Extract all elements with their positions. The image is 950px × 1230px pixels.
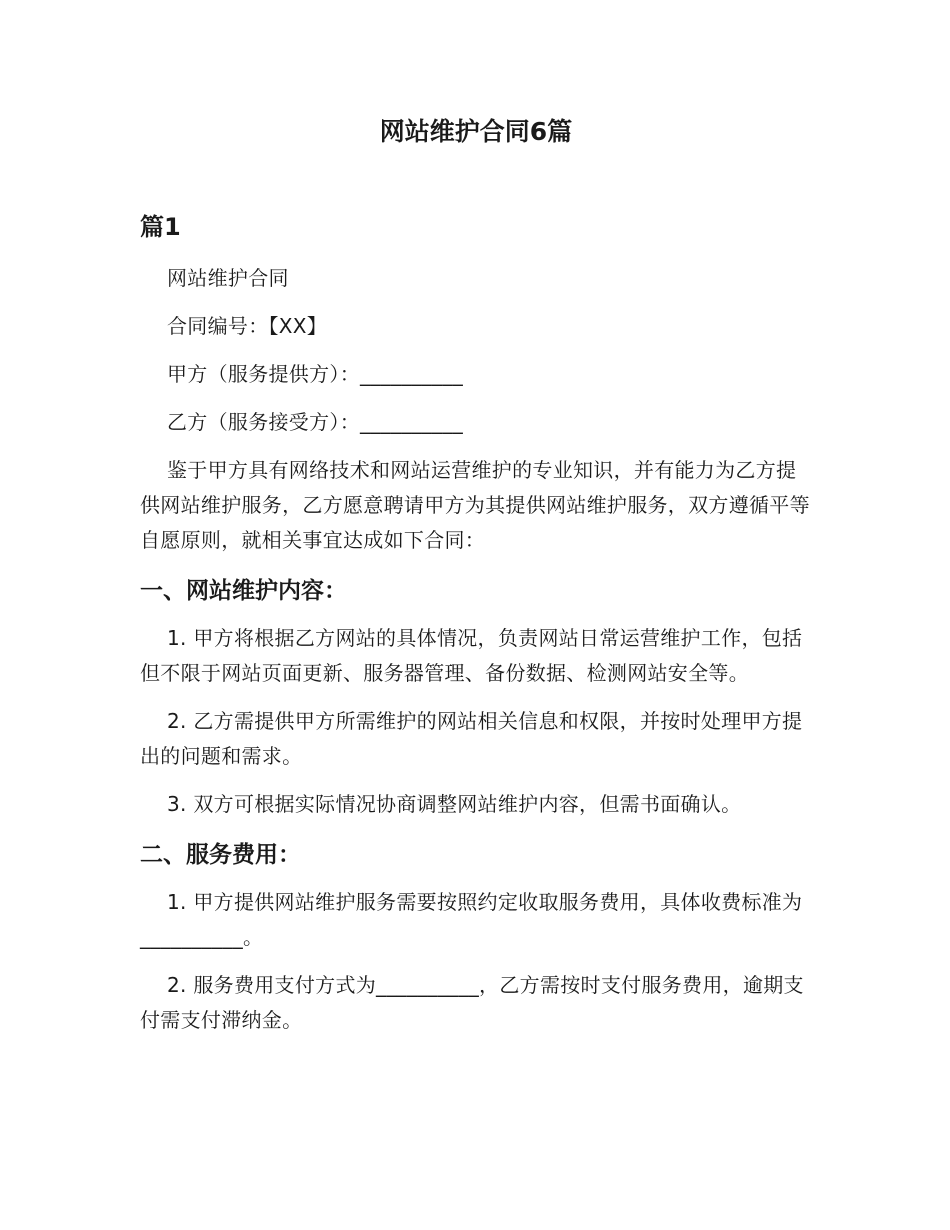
fee-clause-2: 2. 服务费用支付方式为__________，乙方需按时支付服务费用，逾期支付需支付滞纳金。 bbox=[140, 973, 804, 1032]
maintenance-clause-3: 3. 双方可根据实际情况协商调整网站维护内容，但需书面确认。 bbox=[167, 792, 742, 816]
preamble-paragraph: 鉴于甲方具有网络技术和网站运营维护的专业知识，并有能力为乙方提供网站维护服务，乙方愿意聘请甲方为其提供网站维护服务，双方遵循平等自愿原则，就相关事宜达成如下合同： bbox=[140, 458, 810, 552]
document-title: 网站维护合同6篇 bbox=[379, 117, 573, 146]
section-heading-maintenance: 一、网站维护内容： bbox=[140, 578, 347, 604]
maintenance-clause-1: 1. 甲方将根据乙方网站的具体情况，负责网站日常运营维护工作，包括但不限于网站页面更新、服务器管理、备份数据、检测网站安全等。 bbox=[140, 626, 803, 685]
document-body bbox=[140, 261, 812, 1051]
party-a-line: 甲方（服务提供方）：__________ bbox=[167, 362, 463, 386]
chapter-heading: 篇1 bbox=[140, 213, 181, 241]
fee-clause-1: 1. 甲方提供网站维护服务需要按照约定收取服务费用，具体收费标准为__________。 bbox=[140, 890, 803, 949]
party-b-line: 乙方（服务接受方）：__________ bbox=[167, 410, 463, 434]
contract-number: 合同编号：【XX】 bbox=[167, 314, 328, 338]
section-heading-fees: 二、服务费用： bbox=[140, 842, 301, 868]
contract-name: 网站维护合同 bbox=[167, 266, 289, 290]
maintenance-clause-2: 2. 乙方需提供甲方所需维护的网站相关信息和权限，并按时处理甲方提出的问题和需求。 bbox=[140, 709, 803, 768]
